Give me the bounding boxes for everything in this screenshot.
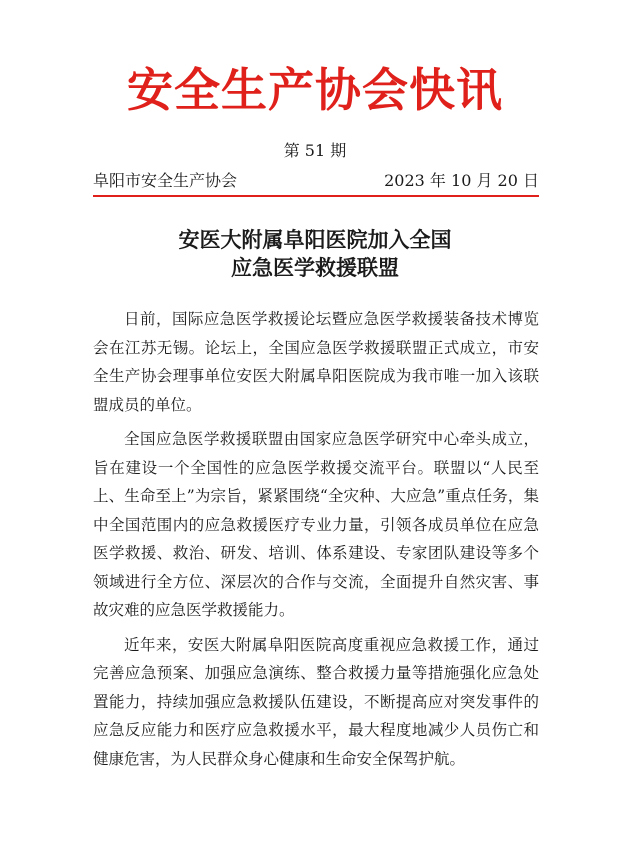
publisher-name: 阜阳市安全生产协会 [93,171,238,190]
paragraph: 日前，国际应急医学救援论坛暨应急医学救援装备技术博览会在江苏无锡。论坛上，全国应急医学救援联盟正式成立，市安全生产协会理事单位安医大附属阜阳医院成为我市唯一加入该联盟成员的单位。 [93,310,539,414]
article-headline [0,226,630,282]
headline-line-2: 应急医学救援联盟 [231,256,399,280]
publish-date: 2023 年 10 月 20 日 [384,171,539,190]
article-body [93,305,539,779]
newsletter-title: 安全生产协会快讯 [127,63,503,117]
paragraph: 全国应急医学救援联盟由国家应急医学研究中心牵头成立，旨在建设一个全国性的应急医学救援交流平台。联盟以“人民至上、生命至上”为宗旨，紧紧围绕“全灾种、大应急”重点任务，集中全国范围内的应急救援医疗专业力量，引领各成员单位在应急医学救援、救治、研发、培训、体系建设、专家团队建设等多个领域进行全方位、深层次的合作与交流，全面提升自然灾害、事故灾难的应急医学救援能力。 [93,430,539,619]
headline-line-1: 安医大附属阜阳医院加入全国 [178,228,452,252]
paragraph: 近年来，安医大附属阜阳医院高度重视应急救援工作，通过完善应急预案、加强应急演练、整合救援力量等措施强化应急处置能力，持续加强应急救援队伍建设，不断提高应对突发事件的应急反应能力和医疗应急救援水平，最大程度地减少人员伤亡和健康危害，为人民群众身心健康和生命安全保驾护航。 [93,635,539,768]
issue-number: 第 51 期 [283,141,347,160]
header-divider [93,195,539,197]
